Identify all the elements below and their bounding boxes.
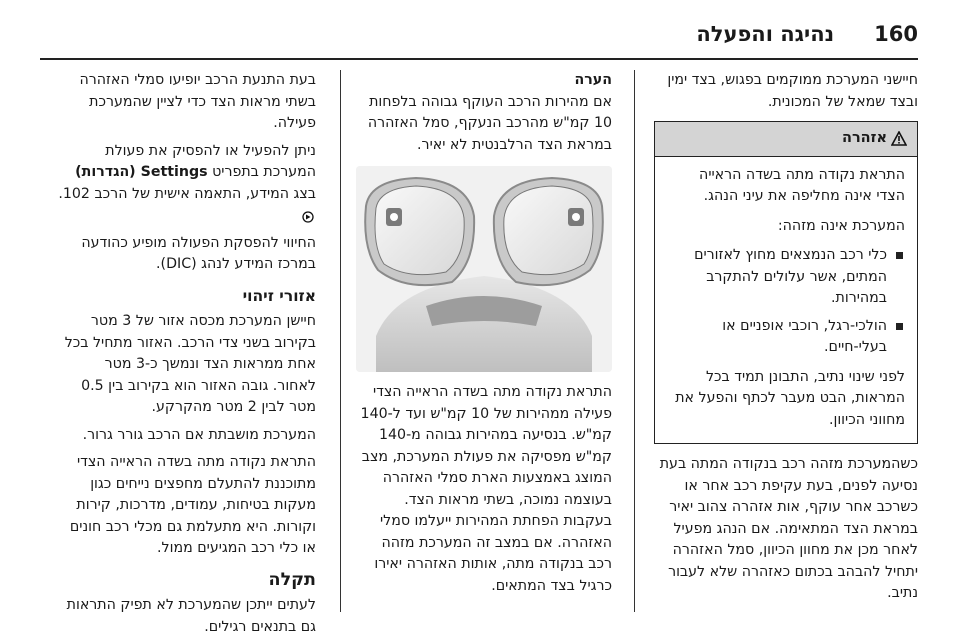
warning-box [654, 121, 918, 444]
warning-header [655, 122, 917, 157]
dic-paragraph: החיווי להפסקת הפעולה מופיע כהודעה במרכז המידע לנהג (DIC). [81, 234, 316, 272]
warning-title: אזהרה [841, 130, 887, 146]
zones-heading: אזורי זיהוי [242, 286, 316, 305]
settings-text-pre: ניתן להפעיל או להפסיק את פעולת המערכת בתפריט [105, 142, 316, 180]
page-reference-icon [302, 209, 314, 221]
operation-paragraph: התראת נקודה מתה בשדה הראייה הצדי פעילה ממהירות של 10 קמ"ש ועד ל-140 קמ"ש. בנסיעה במהירות גבוהה מ-140 קמ"ש מפסיקה את פעולת המערכת, מצב המוצג באמצעות הארת סמלי האזהרה בעוצמה נמוכה, בשתי מראות הצד. בעקבות הפחתת המהירות ייעלמו סמלי האזהרה. אם במצב זה המערכת מזהה רכב בנקודה מתה, אותות האזהרה יאירו כרגיל בצד המתאים. [360, 384, 612, 594]
warning-paragraph-2: המערכת אינה מזהה: [777, 217, 905, 234]
list-item: הולכי-רגל, רוכבי אופניים או בעלי-חיים. [667, 316, 905, 359]
list-item: כלי רכב הנמצאים מחוץ לאזורים המתים, אשר עלולים להתקרב במהירות. [667, 245, 905, 310]
zones-paragraph-1: חיישן המערכת מכסה אזור של 3 מטר בקירוב בשני צדי הרכב. האזור מתחיל בכל אחת ממראות הצד ונמשך כ-3 מטר לאחור. גובה האזור הוא בקירוב בין 0.5 מטר לבין 2 מטר מהקרקע. [64, 313, 316, 415]
column-middle [358, 70, 612, 603]
settings-menu-name: Settings (הגדרות) [75, 164, 208, 180]
note-text: אם מהירות הרכב העוקף גבוהה בלפחות 10 קמ"ש מהרכב הנעקף, סמל האזהרה במראת הצד הרלבנטית לא יאיר. [367, 93, 612, 153]
page-header [40, 10, 918, 60]
side-mirrors-illustration [356, 166, 612, 372]
warning-paragraph-3: לפני שינוי נתיב, התבונן תמיד בכל המראות, הבט מעבר לכתף והפעל את מחווני הכיוון. [675, 368, 905, 428]
fault-paragraph: לעתים ייתכן שהמערכת לא תפיק התראות גם בתנאים רגילים. [66, 597, 316, 635]
column-divider-right [634, 70, 635, 612]
fault-heading: תקלה [268, 569, 316, 590]
section-title: נהיגה והפעלה [696, 22, 835, 46]
zones-paragraph-2: המערכת מושבתת אם הרכב גורר גרור. [82, 426, 316, 443]
right-mirror [494, 178, 603, 285]
zones-paragraph-3: התראת נקודה מתה בשדה הראייה הצדי מתוכננת להתעלם מחפצים נייחים כגון מעקות בטיחות, עמודים, מדרכות, קירות וקורות. היא מתעלמת גם מכלי רכב חונים או כלי רכב המגיעים ממול. [69, 454, 316, 556]
settings-text-post: בצג המידע, התאמה אישית של הרכב 102. [58, 185, 316, 202]
intro-paragraph: חיישני המערכת ממוקמים בפגוש, בצד ימין ובצד שמאל של המכונית. [667, 72, 918, 110]
warning-list [667, 245, 905, 359]
column-divider-left [340, 70, 341, 612]
startup-paragraph: בעת התנעת הרכב יופיעו סמלי האזהרה בשתי מראות הצד כדי לציין שהמערכת פעילה. [79, 72, 316, 131]
column-right [654, 70, 918, 611]
column-left [58, 70, 316, 644]
warning-triangle-icon [891, 131, 907, 146]
page-number: 160 [874, 22, 918, 46]
warning-paragraph-1: התראת נקודה מתה בשדה הראייה הצדי אינה מחליפה את עיני הנהג. [699, 166, 905, 204]
note-title: הערה [574, 72, 612, 88]
left-mirror [365, 178, 474, 285]
detection-paragraph: כשהמערכת מזהה רכב בנקודה המתה בעת נסיעה לפנים, בעת עקיפת רכב אחר או כשרכב אחר עוקף, אות אזהרה צהוב יאיר במראת הצד המתאימה. אם הנהג מפעיל לאחר מכן את מחוון הכיוון, סמל האזהרה יתחיל להבהב בכתום כאזהרה שלא לעבור נתיב. [659, 456, 918, 601]
settings-paragraph [58, 141, 316, 227]
warning-body [655, 157, 917, 444]
